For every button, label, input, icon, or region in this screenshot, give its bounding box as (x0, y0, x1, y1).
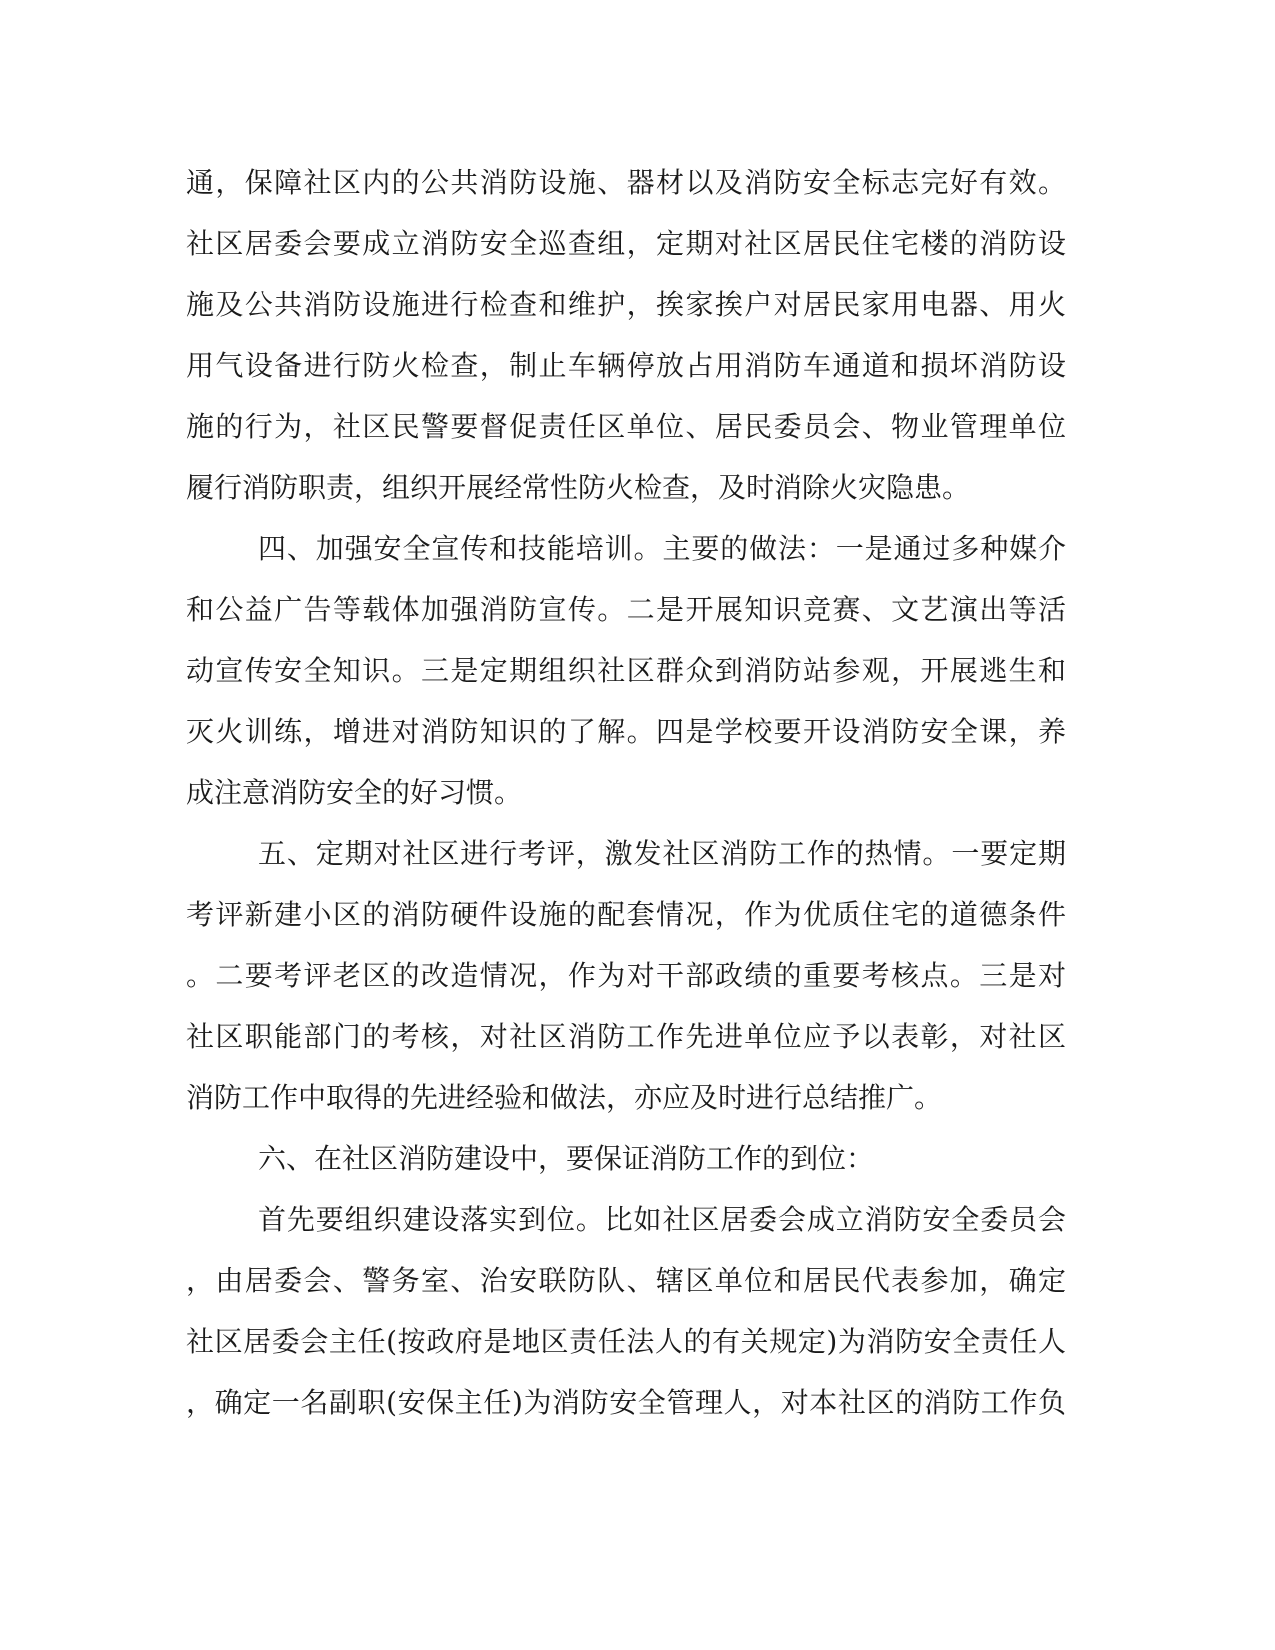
text-line: 施及公共消防设施进行检查和维护，挨家挨户对居民家用电器、用火 (186, 288, 1066, 321)
paragraph (186, 1128, 1066, 1189)
text-line: 用气设备进行防火检查，制止车辆停放占用消防车通道和损坏消防设 (186, 349, 1066, 382)
text-line: 首先要组织建设落实到位。比如社区居委会成立消防安全委员会 (258, 1203, 1066, 1236)
text-line: 和公益广告等载体加强消防宣传。二是开展知识竞赛、文艺演出等活 (186, 593, 1066, 626)
paragraph (186, 152, 1066, 518)
text-line: 社区居委会主任(按政府是地区责任法人的有关规定)为消防安全责任人 (186, 1325, 1066, 1358)
text-line: 动宣传安全知识。三是定期组织社区群众到消防站参观，开展逃生和 (186, 654, 1066, 687)
text-line: 履行消防职责，组织开展经常性防火检查，及时消除火灾隐患。 (186, 471, 971, 504)
text-line: 社区居委会要成立消防安全巡查组，定期对社区居民住宅楼的消防设 (186, 227, 1066, 260)
text-line: 灭火训练，增进对消防知识的了解。四是学校要开设消防安全课，养 (186, 715, 1066, 748)
text-line: ，确定一名副职(安保主任)为消防安全管理人，对本社区的消防工作负 (186, 1386, 1066, 1419)
text-line: 四、加强安全宣传和技能培训。主要的做法：一是通过多种媒介 (258, 532, 1066, 565)
text-line: 五、定期对社区进行考评，激发社区消防工作的热情。一要定期 (258, 837, 1066, 870)
paragraph (186, 518, 1066, 823)
text-line: 通，保障社区内的公共消防设施、器材以及消防安全标志完好有效。 (186, 166, 1066, 199)
text-line: 消防工作中取得的先进经验和做法，亦应及时进行总结推广。 (186, 1081, 943, 1114)
text-line: 。二要考评老区的改造情况，作为对干部政绩的重要考核点。三是对 (186, 959, 1066, 992)
body-text (186, 152, 1066, 1433)
text-line: 六、在社区消防建设中，要保证消防工作的到位： (258, 1142, 875, 1175)
text-line: ，由居委会、警务室、治安联防队、辖区单位和居民代表参加，确定 (186, 1264, 1066, 1297)
paragraph (186, 823, 1066, 1128)
paragraph (186, 1189, 1066, 1433)
text-line: 施的行为，社区民警要督促责任区单位、居民委员会、物业管理单位 (186, 410, 1066, 443)
text-line: 考评新建小区的消防硬件设施的配套情况，作为优质住宅的道德条件 (186, 898, 1066, 931)
text-line: 成注意消防安全的好习惯。 (186, 776, 523, 809)
text-line: 社区职能部门的考核，对社区消防工作先进单位应予以表彰，对社区 (186, 1020, 1066, 1053)
